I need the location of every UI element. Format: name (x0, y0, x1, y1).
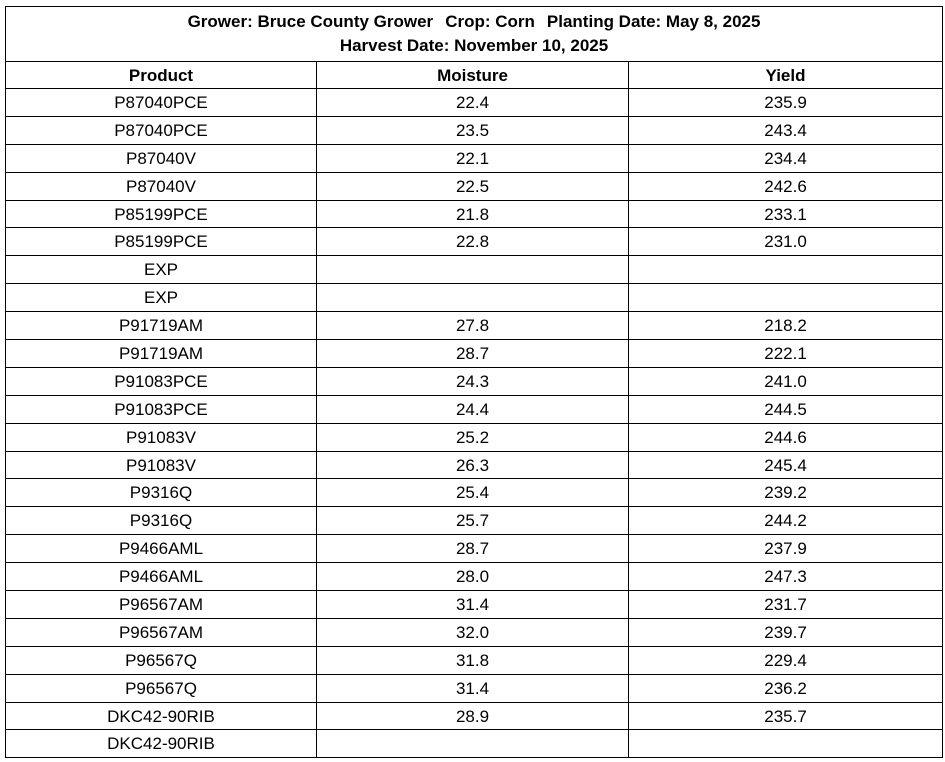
yield-cell: 239.2 (629, 479, 943, 507)
yield-cell (629, 256, 943, 284)
moisture-cell: 25.4 (317, 479, 629, 507)
table-row (6, 618, 943, 646)
planting-date-label: Planting Date: May 8, 2025 (546, 12, 761, 31)
product-cell: P85199PCE (6, 228, 317, 256)
yield-cell: 241.0 (629, 367, 943, 395)
yield-cell: 229.4 (629, 646, 943, 674)
column-header-product: Product (6, 62, 317, 89)
product-cell: P9466AML (6, 563, 317, 591)
table-row (6, 89, 943, 117)
table-row (6, 256, 943, 284)
product-cell: P96567AM (6, 618, 317, 646)
moisture-cell: 25.7 (317, 507, 629, 535)
yield-cell: 245.4 (629, 451, 943, 479)
product-cell: P87040V (6, 172, 317, 200)
harvest-date-label: Harvest Date: November 10, 2025 (339, 36, 609, 55)
table-row (6, 423, 943, 451)
product-cell: P87040PCE (6, 116, 317, 144)
table-row (6, 674, 943, 702)
yield-cell: 218.2 (629, 312, 943, 340)
moisture-cell: 31.8 (317, 646, 629, 674)
yield-cell: 222.1 (629, 340, 943, 368)
moisture-cell: 21.8 (317, 200, 629, 228)
yield-cell: 247.3 (629, 563, 943, 591)
title-row (6, 7, 943, 62)
yield-cell (629, 284, 943, 312)
table-row (6, 116, 943, 144)
moisture-cell: 25.2 (317, 423, 629, 451)
yield-cell: 244.2 (629, 507, 943, 535)
grower-label: Grower: Bruce County Grower (187, 12, 434, 31)
crop-label: Crop: Corn (445, 12, 535, 31)
moisture-cell: 28.9 (317, 702, 629, 730)
moisture-cell (317, 730, 629, 758)
table-row (6, 312, 943, 340)
table-row (6, 646, 943, 674)
moisture-cell: 32.0 (317, 618, 629, 646)
product-cell: P91083V (6, 423, 317, 451)
moisture-cell (317, 284, 629, 312)
product-cell: DKC42-90RIB (6, 730, 317, 758)
moisture-cell (317, 256, 629, 284)
table-row (6, 535, 943, 563)
product-cell: P91083PCE (6, 367, 317, 395)
moisture-cell: 22.1 (317, 144, 629, 172)
moisture-cell: 27.8 (317, 312, 629, 340)
yield-cell: 237.9 (629, 535, 943, 563)
table-row (6, 284, 943, 312)
moisture-cell: 26.3 (317, 451, 629, 479)
product-cell: P9316Q (6, 479, 317, 507)
moisture-cell: 31.4 (317, 591, 629, 619)
column-header-row (6, 62, 943, 89)
product-cell: P91719AM (6, 312, 317, 340)
moisture-cell: 31.4 (317, 674, 629, 702)
yield-cell: 236.2 (629, 674, 943, 702)
product-cell: P96567Q (6, 646, 317, 674)
column-header-yield: Yield (629, 62, 943, 89)
table-row (6, 563, 943, 591)
product-cell: P85199PCE (6, 200, 317, 228)
moisture-cell: 22.8 (317, 228, 629, 256)
table-row (6, 395, 943, 423)
product-cell: P9316Q (6, 507, 317, 535)
product-cell: P87040V (6, 144, 317, 172)
title-line-2 (6, 34, 942, 58)
table-row (6, 591, 943, 619)
yield-cell: 243.4 (629, 116, 943, 144)
yield-cell: 244.6 (629, 423, 943, 451)
table-row (6, 367, 943, 395)
table-row (6, 730, 943, 758)
product-cell: P96567AM (6, 591, 317, 619)
table-row (6, 479, 943, 507)
product-cell: DKC42-90RIB (6, 702, 317, 730)
table-row (6, 144, 943, 172)
yield-cell: 235.7 (629, 702, 943, 730)
title-line-1 (6, 10, 942, 34)
column-header-moisture: Moisture (317, 62, 629, 89)
moisture-cell: 22.4 (317, 89, 629, 117)
table-row (6, 507, 943, 535)
table-row (6, 228, 943, 256)
moisture-cell: 28.7 (317, 340, 629, 368)
moisture-cell: 28.7 (317, 535, 629, 563)
moisture-cell: 22.5 (317, 172, 629, 200)
table-row (6, 172, 943, 200)
moisture-cell: 24.4 (317, 395, 629, 423)
yield-cell: 233.1 (629, 200, 943, 228)
yield-cell: 231.7 (629, 591, 943, 619)
yield-cell: 244.5 (629, 395, 943, 423)
results-table (5, 6, 943, 758)
product-cell: EXP (6, 284, 317, 312)
yield-cell: 239.7 (629, 618, 943, 646)
table-body (6, 89, 943, 758)
table-row (6, 702, 943, 730)
product-cell: P91083V (6, 451, 317, 479)
table-row (6, 451, 943, 479)
product-cell: P9466AML (6, 535, 317, 563)
product-cell: P91719AM (6, 340, 317, 368)
moisture-cell: 24.3 (317, 367, 629, 395)
yield-cell: 231.0 (629, 228, 943, 256)
product-cell: P87040PCE (6, 89, 317, 117)
product-cell: EXP (6, 256, 317, 284)
yield-cell: 234.4 (629, 144, 943, 172)
yield-cell: 235.9 (629, 89, 943, 117)
moisture-cell: 28.0 (317, 563, 629, 591)
table-row (6, 340, 943, 368)
yield-cell (629, 730, 943, 758)
yield-cell: 242.6 (629, 172, 943, 200)
table-title (6, 7, 943, 62)
product-cell: P91083PCE (6, 395, 317, 423)
product-cell: P96567Q (6, 674, 317, 702)
moisture-cell: 23.5 (317, 116, 629, 144)
table-row (6, 200, 943, 228)
